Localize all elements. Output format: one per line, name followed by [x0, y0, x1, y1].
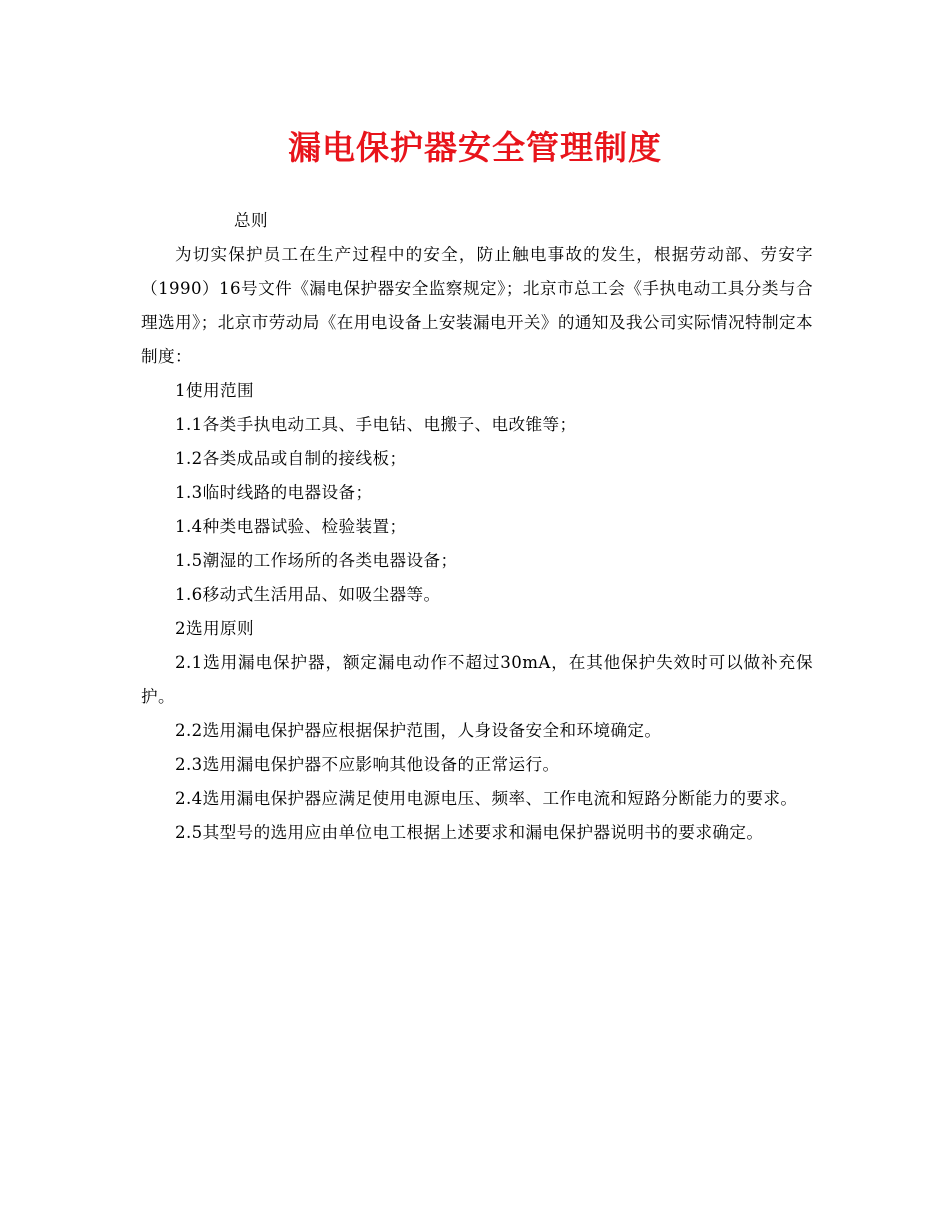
scope-item: 1.1各类手执电动工具、手电钻、电搬子、电改锥等；: [175, 415, 577, 434]
selection-item: 2.1选用漏电保护器，额定漏电动作不超过30mA，在其他保护失效时可以做补充保护。: [141, 653, 813, 706]
selection-item: 2.2选用漏电保护器应根据保护范围，人身设备安全和环境确定。: [175, 721, 662, 740]
intro-paragraph: 为切实保护员工在生产过程中的安全，防止触电事故的发生，根据劳动部、劳安字（1990）16号文件《漏电保护器安全监察规定》；北京市总工会《手执电动工具分类与合理选用》；北京市劳动局《在用电设备上安装漏电开关》的通知及我公司实际情况特制定本制度：: [141, 245, 813, 366]
scope-item: 1.3临时线路的电器设备；: [175, 483, 373, 502]
document-title: 漏电保护器安全管理制度: [288, 128, 662, 167]
document-body: [141, 204, 813, 850]
selection-item: 2.4选用漏电保护器应满足使用电源电压、频率、工作电流和短路分断能力的要求。: [175, 789, 798, 808]
selection-item: 2.3选用漏电保护器不应影响其他设备的正常运行。: [175, 755, 560, 774]
scope-item: 1.4种类电器试验、检验装置；: [175, 517, 407, 536]
section-heading-scope: 1使用范围: [175, 381, 254, 400]
scope-item: 1.5潮湿的工作场所的各类电器设备；: [175, 551, 458, 570]
selection-item: 2.5其型号的选用应由单位电工根据上述要求和漏电保护器说明书的要求确定。: [175, 823, 764, 842]
section-heading-selection: 2选用原则: [175, 619, 254, 638]
scope-item: 1.6移动式生活用品、如吸尘器等。: [175, 585, 441, 604]
scope-item: 1.2各类成品或自制的接线板；: [175, 449, 407, 468]
section-heading-general: 总则: [234, 211, 268, 230]
